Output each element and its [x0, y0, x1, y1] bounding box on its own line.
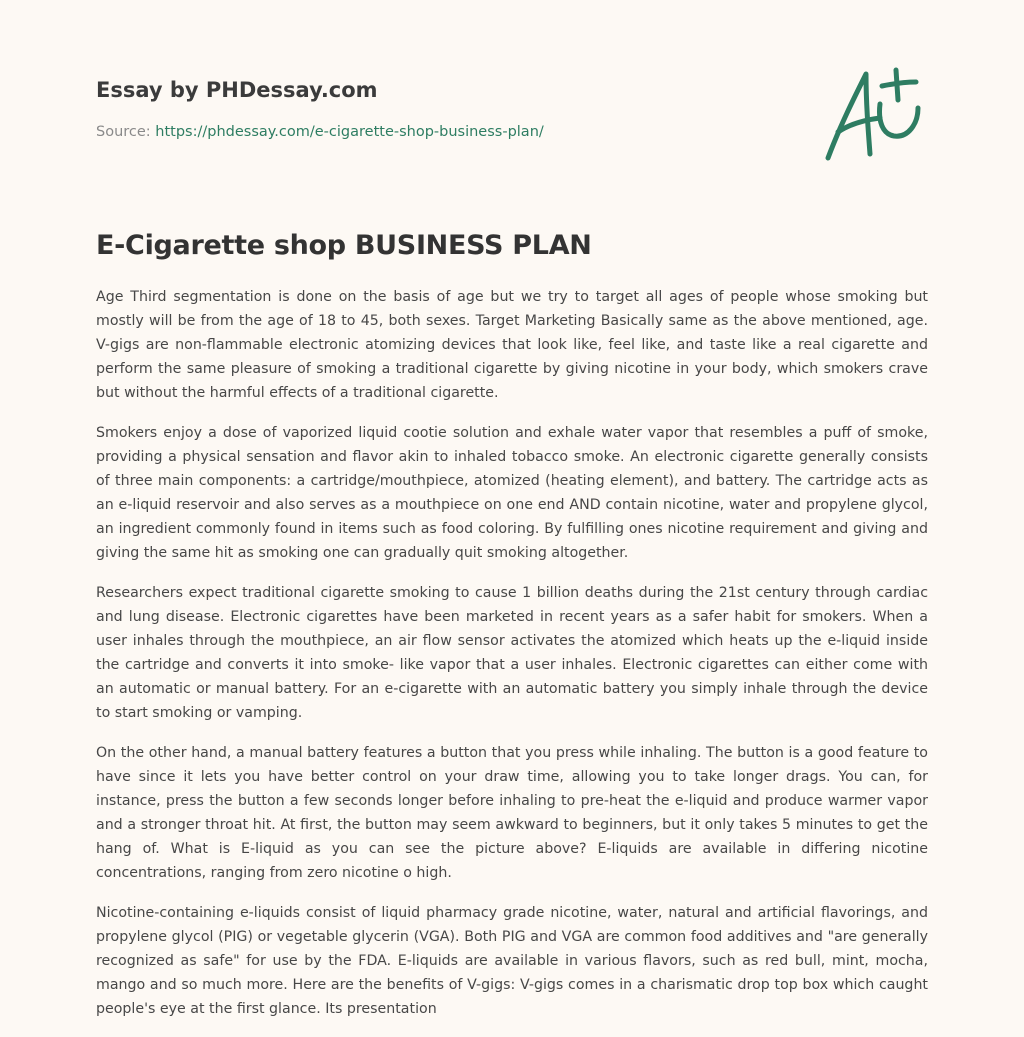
paragraph: Researchers expect traditional cigarette smoking to cause 1 billion deaths during the 21st century through cardiac and lung disease. Electronic cigarettes have been marketed in recent years as a safer habit for smokers. When a user inhales through the mouthpiece, an air flow sensor activates the atomized which heats up the e-liquid inside the cartridge and converts it into smoke- like vapor that a user inhales. Electronic cigarettes can either come with an automatic or manual battery. For an e-cigarette with an automatic battery you simply inhale through the device to start smoking or vamping. [96, 585, 928, 721]
source-link[interactable]: https://phdessay.com/e-cigarette-shop-business-plan/ [155, 124, 544, 140]
article-body [96, 285, 928, 1037]
site-brand: Essay by PHDessay.com [96, 78, 378, 102]
page-header [96, 76, 716, 142]
paragraph: On the other hand, a manual battery features a button that you press while inhaling. The button is a good feature to have since it lets you have better control on your draw time, allowing you to take longer drags. You can, for instance, press the button a few seconds longer before inhaling to pre-heat the e-liquid and produce warmer vapor and a stronger throat hit. At first, the button may seem awkward to beginners, but it only takes 5 minutes to get the hang of. What is E-liquid as you can see the picture above? E-liquids are available in differing nicotine concentrations, ranging from zero nicotine o high. [96, 745, 928, 881]
source-line [96, 122, 716, 142]
paragraph: Nicotine-containing e-liquids consist of liquid pharmacy grade nicotine, water, natural and artificial flavorings, and propylene glycol (PIG) or vegetable glycerin (VGA). Both PIG and VGA are common food additives and "are generally recognized as safe" for use by the FDA. E-liquids are available in various flavors, such as red bull, mint, mocha, mango and so much more. Here are the benefits of V-gigs: V-gigs comes in a charismatic drop top box which caught people's eye at the first glance. Its presentation [96, 905, 928, 1017]
paragraph: Smokers enjoy a dose of vaporized liquid cootie solution and exhale water vapor that resembles a puff of smoke, providing a physical sensation and flavor akin to inhaled tobacco smoke. An electronic cigarette generally consists of three main components: a cartridge/mouthpiece, atomized (heating element), and battery. The cartridge acts as an e-liquid reservoir and also serves as a mouthpiece on one end AND contain nicotine, water and propylene glycol, an ingredient commonly found in items such as food coloring. By fulfilling ones nicotine requirement and giving and giving the same hit as smoking one can gradually quit smoking altogether. [96, 425, 928, 561]
source-label: Source: [96, 124, 151, 140]
a-plus-grade-icon [818, 62, 930, 166]
paragraph: Age Third segmentation is done on the basis of age but we try to target all ages of people whose smoking but mostly will be from the age of 18 to 45, both sexes. Target Marketing Basically same as the above mentioned, age. V-gigs are non-flammable electronic atomizing devices that look like, feel like, and taste like a real cigarette and perform the same pleasure of smoking a traditional cigarette by giving nicotine in your body, which smokers crave but without the harmful effects of a traditional cigarette. [96, 289, 928, 401]
page-title: E-Cigarette shop BUSINESS PLAN [96, 230, 592, 261]
